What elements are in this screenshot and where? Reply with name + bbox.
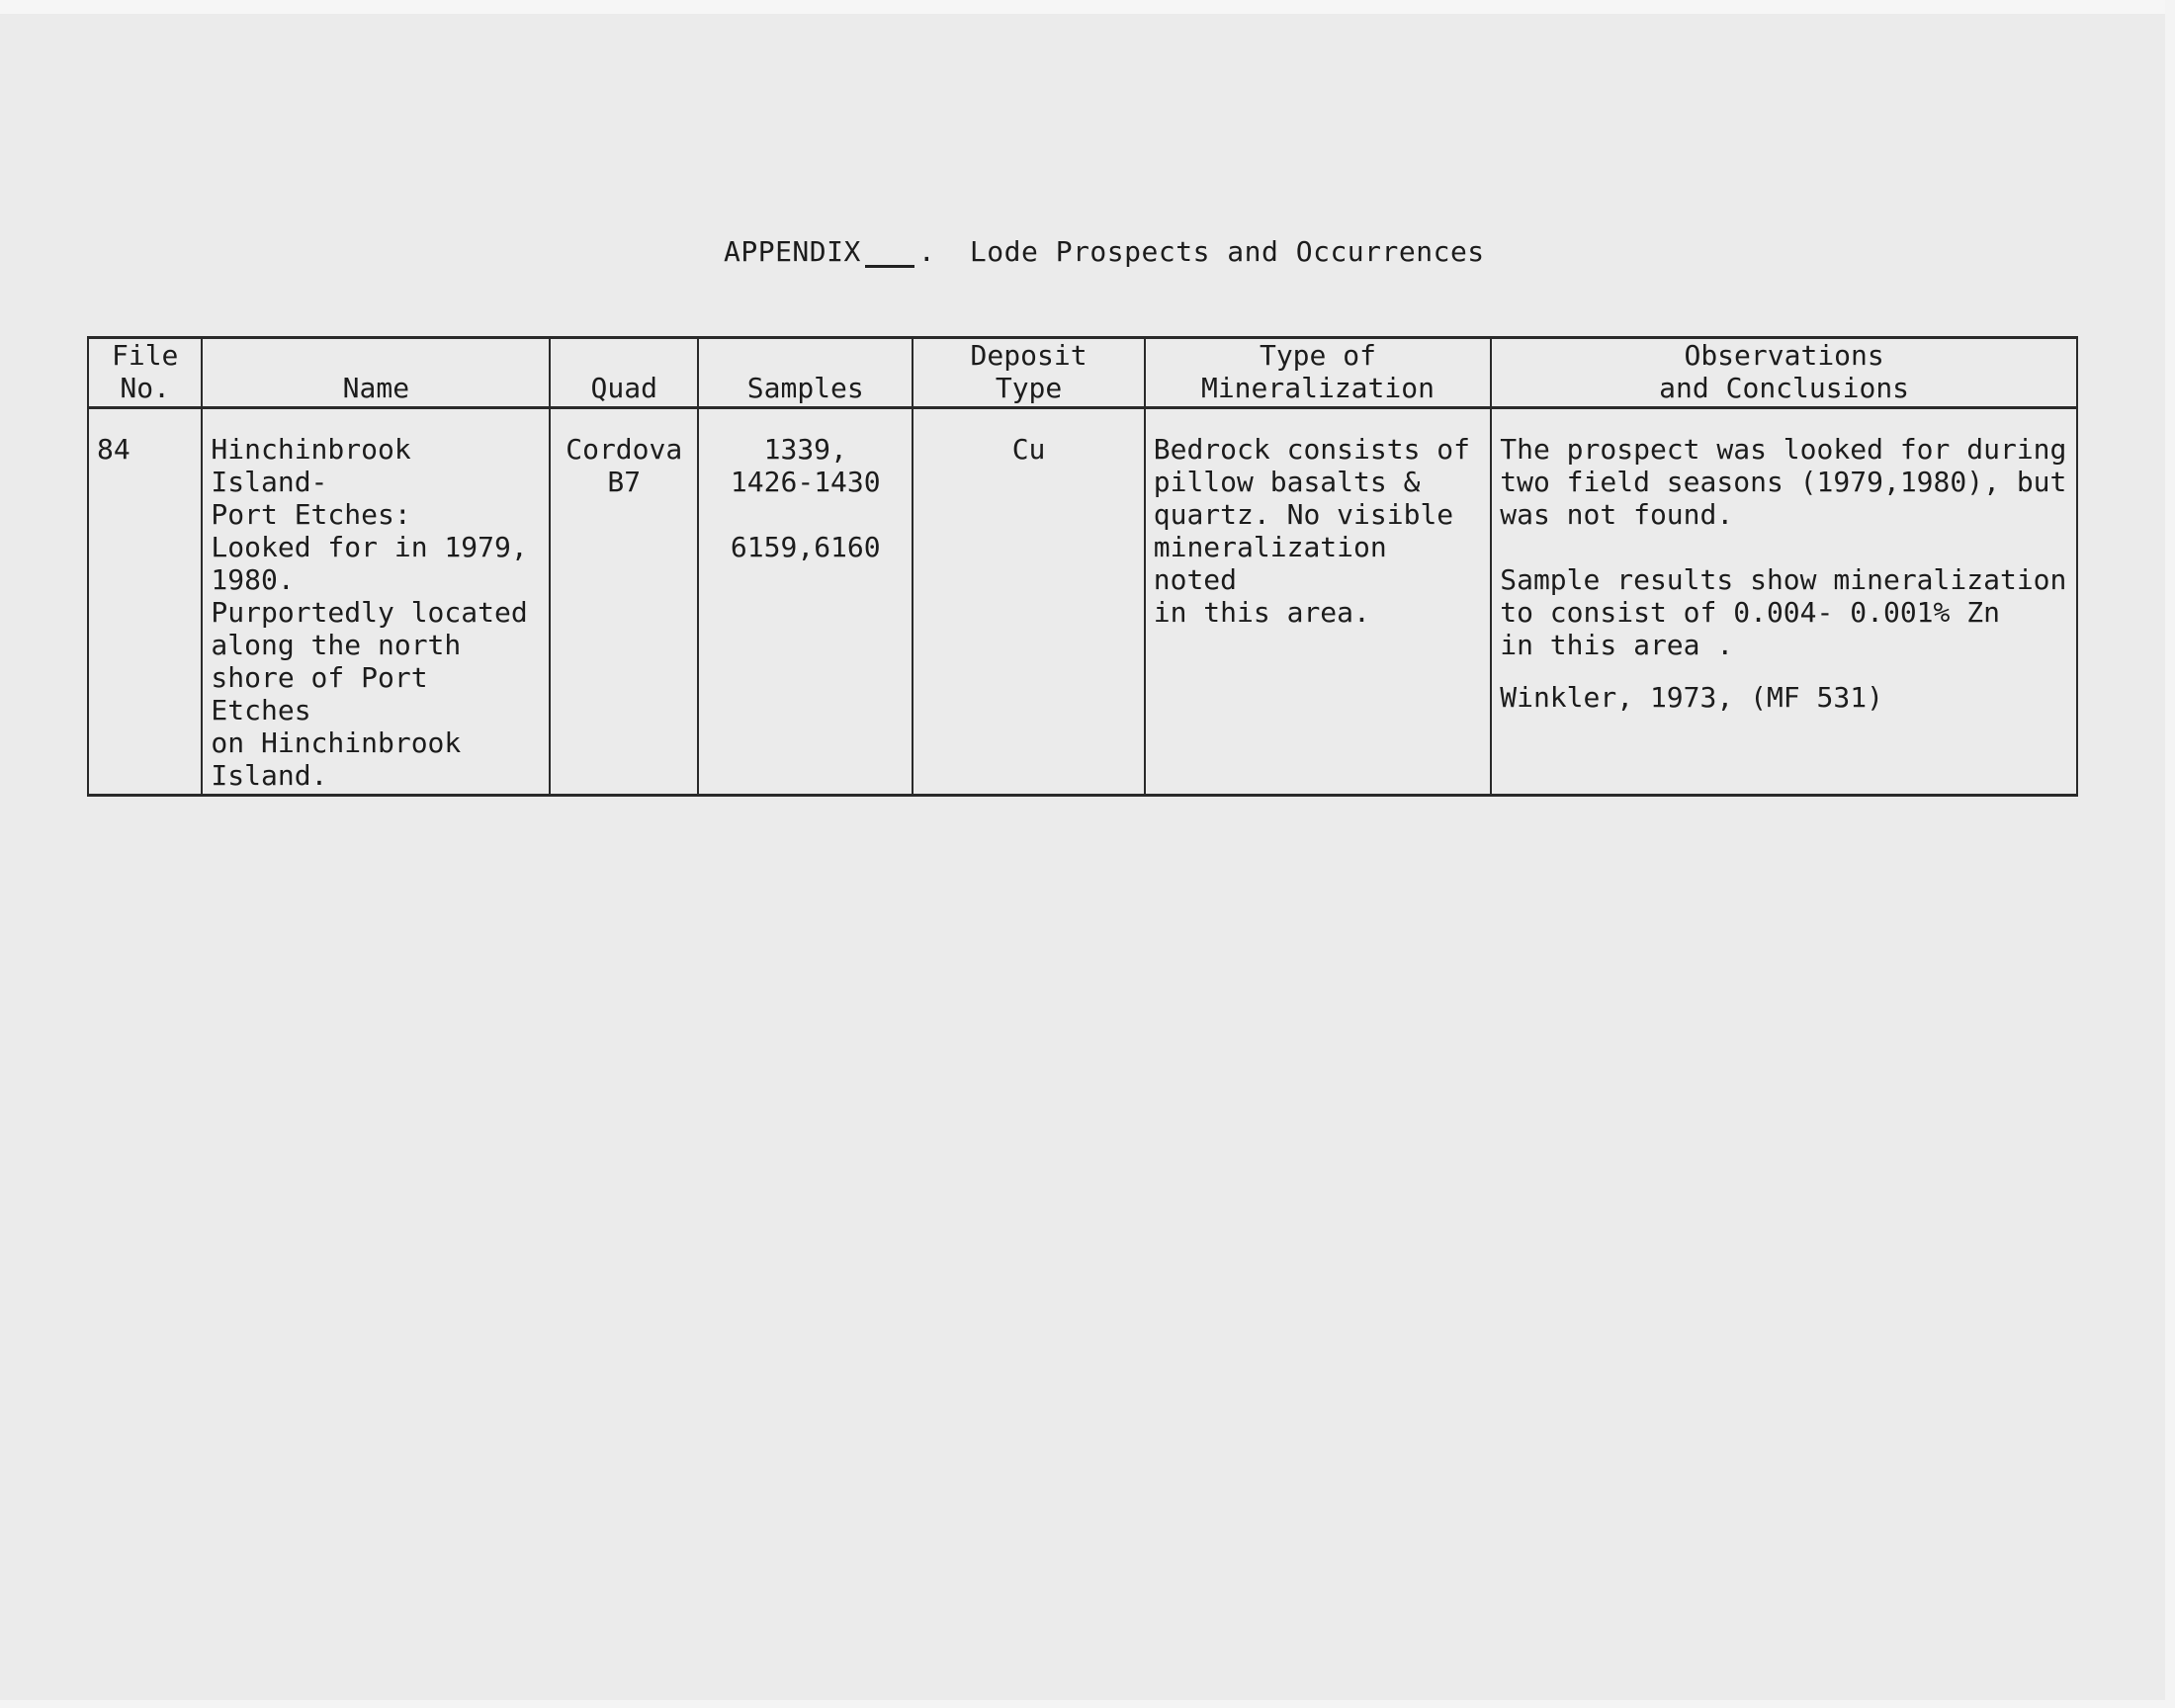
header-observations: Observations and Conclusions — [1491, 338, 2077, 408]
observations-gap-1 — [1500, 531, 2068, 563]
samples-list-1: 1339, 1426-1430 — [730, 433, 881, 498]
cell-deposit-type: Cu — [913, 408, 1144, 796]
table-row — [88, 408, 2077, 796]
header-quad: Quad — [550, 338, 698, 408]
page-edge-top — [0, 0, 2175, 14]
appendix-number-blank — [865, 235, 914, 268]
cell-observations — [1491, 408, 2077, 796]
header-file-no: File No. — [88, 338, 202, 408]
observations-reference: Winkler, 1973, (MF 531) — [1500, 681, 1883, 714]
header-mineralization: Type of Mineralization — [1145, 338, 1492, 408]
cell-mineralization: Bedrock consists of pillow basalts & quartz. No visible mineralization noted in this area. — [1145, 408, 1492, 796]
page-edge-bottom — [0, 1700, 2175, 1708]
cell-samples — [698, 408, 913, 796]
lode-prospects-table — [87, 336, 2078, 797]
samples-gap — [707, 498, 904, 531]
observations-gap-2 — [1500, 661, 2068, 681]
page-title — [724, 235, 1485, 268]
page-edge-right — [2165, 0, 2175, 1708]
samples-list-2: 6159,6160 — [730, 531, 881, 563]
table-header-row — [88, 338, 2077, 408]
cell-file-no: 84 — [88, 408, 202, 796]
title-suffix: . Lode Prospects and Occurrences — [917, 235, 1485, 268]
cell-name: Hinchinbrook Island- Port Etches: Looked for in 1979, 1980. Purportedly located along the north shore of Port Etches on Hinchinbrook Island. — [202, 408, 550, 796]
title-prefix: APPENDIX — [724, 235, 861, 268]
header-samples: Samples — [698, 338, 913, 408]
cell-quad: Cordova B7 — [550, 408, 698, 796]
header-name: Name — [202, 338, 550, 408]
observations-paragraph-2: Sample results show mineralization to consist of 0.004- 0.001% Zn in this area . — [1500, 563, 2067, 661]
observations-paragraph-1: The prospect was looked for during two field seasons (1979,1980), but was not found. — [1500, 433, 2067, 531]
header-deposit-type: Deposit Type — [913, 338, 1144, 408]
